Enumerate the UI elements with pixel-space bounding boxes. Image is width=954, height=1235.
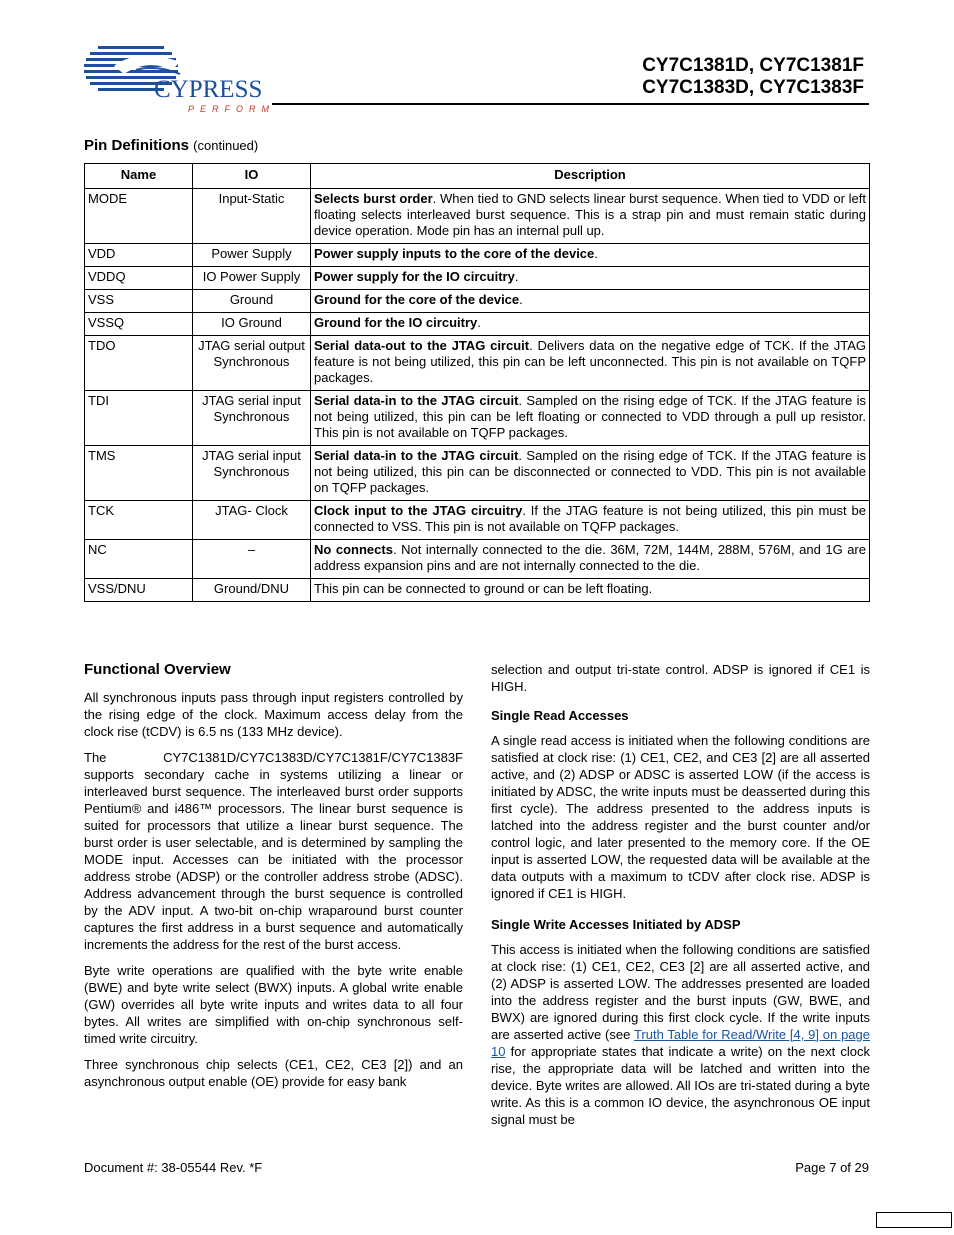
pin-description-bold: Ground for the core of the device [314, 292, 520, 307]
pin-description-text: . [519, 292, 523, 307]
pin-io-cell: Ground/DNU [193, 579, 311, 602]
cypress-logo [84, 40, 274, 120]
pin-name-cell: VDD [85, 244, 193, 267]
pin-description-bold: Ground for the IO circuitry [314, 315, 478, 330]
table-row [85, 540, 870, 579]
single-write-title: Single Write Accesses Initiated by ADSP [491, 917, 741, 932]
pin-description-bold: Power supply inputs to the core of the device [314, 246, 595, 261]
pin-io-cell: JTAG- Clock [193, 501, 311, 540]
pin-io-cell: Ground [193, 290, 311, 313]
table-row [85, 391, 870, 446]
pin-name-cell: VSS [85, 290, 193, 313]
truth-table-link[interactable]: Truth Table for Read/Write [4, 9] on page 10 [491, 1027, 871, 1059]
table-header-row [85, 164, 870, 189]
table-row [85, 267, 870, 290]
single-write-text-b: for appropriate states that indicate a write) on the next clock rise, the appropriate data will be latched and written into the device. Byte writes are allowed. All IOs are tri-stated during a byte write. As this is a common IO device, the asynchronous OE input signal must be [491, 1044, 870, 1127]
pin-description-cell [311, 290, 870, 313]
pin-io-cell: – [193, 540, 311, 579]
title-line-1: CY7C1381D, CY7C1381F [642, 55, 864, 76]
pin-description-bold: Power supply for the IO circuitry [314, 269, 515, 284]
pin-description-text: . [477, 315, 481, 330]
pin-description-text: . [594, 246, 598, 261]
pin-name-cell: TDO [85, 336, 193, 391]
pin-description-cell [311, 267, 870, 290]
pin-description-bold: Serial data-out to the JTAG circuit [314, 338, 530, 353]
pin-description-text: . Sampled on the rising edge of TCK. If the JTAG feature is not being utilized, this pin can be left floating or connected to VDD through a pull up resistor. This pin is not available on TQFP packages. [314, 393, 866, 440]
single-read-title: Single Read Accesses [491, 708, 629, 723]
header-io: IO [193, 164, 311, 189]
section-title [84, 137, 258, 154]
pin-description-text: . When tied to GND selects linear burst sequence. When tied to VDD or left floating selects interleaved burst sequence. This is a strap pin and must remain static during device operation. Mode pin has an internal pull up. [314, 191, 866, 238]
footer-page-number: Page 7 of 29 [795, 1160, 869, 1175]
pin-description-cell [311, 446, 870, 501]
header-description: Description [311, 164, 870, 189]
pin-description-text: . If the JTAG feature is not being utilized, this pin must be connected to VSS. This pin is not available on TQFP packages. [314, 503, 866, 534]
pin-io-cell: IO Ground [193, 313, 311, 336]
logo-text: CYPRESS [154, 76, 263, 103]
pin-description-cell [311, 579, 870, 602]
table-row [85, 313, 870, 336]
pin-name-cell: TMS [85, 446, 193, 501]
pin-description-cell [311, 336, 870, 391]
table-row [85, 446, 870, 501]
section-continued: (continued) [193, 138, 259, 153]
pin-name-cell: TDI [85, 391, 193, 446]
section-title-text: Pin Definitions [84, 137, 189, 154]
table-row [85, 336, 870, 391]
pin-description-cell [311, 540, 870, 579]
pin-description-cell [311, 189, 870, 244]
overview-paragraph-1: All synchronous inputs pass through input registers controlled by the rising edge of the clock. Maximum access delay from the clock rise (tCDV) is 6.5 ns (133 MHz device). [84, 690, 463, 739]
table-row [85, 579, 870, 602]
pin-io-cell: Input-Static [193, 189, 311, 244]
pin-description-bold: No connects [314, 542, 393, 557]
document-title [642, 55, 864, 99]
footer-doc-number: Document #: 38-05544 Rev. *F [84, 1160, 263, 1175]
pin-description-bold: Selects burst order [314, 191, 433, 206]
pin-description-cell [311, 501, 870, 540]
overview-paragraph-4: Three synchronous chip selects (CE1, CE2, CE3 [2]) and an asynchronous output enable (OE) provide for easy bank [84, 1057, 463, 1089]
pin-io-cell: JTAG serial input Synchronous [193, 446, 311, 501]
pin-description-bold: Clock input to the JTAG circuitry [314, 503, 523, 518]
left-column [84, 661, 463, 1099]
pin-definitions-table [84, 163, 870, 602]
pin-name-cell: MODE [85, 189, 193, 244]
pin-description-text: . Delivers data on the negative edge of TCK. If the JTAG feature is not being utilized, this pin can be left unconnected. This pin is not available on TQFP packages. [314, 338, 866, 385]
pin-description-text: . Sampled on the rising edge of TCK. If the JTAG feature is not being utilized, this pin can be disconnected or connected to VDD. This pin is not available on TQFP packages. [314, 448, 866, 495]
overview-title: Functional Overview [84, 661, 231, 678]
header-rule [272, 103, 869, 105]
logo-tagline: PERFORM [188, 104, 275, 114]
pin-name-cell: VSS/DNU [85, 579, 193, 602]
title-line-2: CY7C1383D, CY7C1383F [642, 77, 864, 98]
pin-description-bold: Serial data-in to the JTAG circuit [314, 448, 519, 463]
feedback-box[interactable] [876, 1212, 952, 1228]
pin-io-cell: IO Power Supply [193, 267, 311, 290]
overview-paragraph-2: The CY7C1381D/CY7C1383D/CY7C1381F/CY7C1383F supports secondary cache in systems utilizing a linear or interleaved burst sequence. The interleaved burst order supports Pentium® and i486™ processors. The linear burst sequence is suited for processors that utilize a linear burst sequence. The burst order is user selectable, and is determined by sampling the MODE input. Accesses can be initiated with the processor address strobe (ADSP) or the controller address strobe (ADSC). Address advancement through the burst sequence is controlled by the ADV input. A two-bit on-chip wraparound burst counter captures the first address in a burst sequence and automatically increments the address for the rest of the burst access. [84, 750, 463, 952]
header-name: Name [85, 164, 193, 189]
single-write-text-a: This access is initiated when the following conditions are satisfied at clock rise: (1) CE1, CE2, CE3 [2] are all asserted active, and (2) ADSP is asserted LOW. The addresses presented are loaded into the address register and the burst inputs (GW, BWE, and BWX) are ignored during this first clock cycle. If the write inputs are asserted active (see [491, 942, 870, 1042]
pin-io-cell: Power Supply [193, 244, 311, 267]
pin-description-cell [311, 391, 870, 446]
table-row [85, 244, 870, 267]
pin-description-text: . Not internally connected to the die. 36M, 72M, 144M, 288M, 576M, and 1G are address expansion pins and are not internally connected to the die. [314, 542, 866, 573]
pin-description-text: This pin can be connected to ground or can be left floating. [314, 581, 653, 596]
single-write-body [491, 941, 870, 1128]
pin-description-cell [311, 244, 870, 267]
table-row [85, 501, 870, 540]
pin-name-cell: TCK [85, 501, 193, 540]
overview-paragraph-5: selection and output tri-state control. ADSP is ignored if CE1 is HIGH. [491, 662, 870, 694]
pin-description-text: . [514, 269, 519, 284]
pin-description-cell [311, 313, 870, 336]
pin-name-cell: VSSQ [85, 313, 193, 336]
pin-name-cell: VDDQ [85, 267, 193, 290]
table-row [85, 290, 870, 313]
table-row [85, 189, 870, 244]
overview-paragraph-3: Byte write operations are qualified with the byte write enable (BWE) and byte write select (BWX) inputs. A global write enable (GW) overrides all byte write inputs and writes data to all four bytes. All writes are simplified with on-chip synchronous self-timed write circuitry. [84, 963, 463, 1046]
pin-io-cell: JTAG serial output Synchronous [193, 336, 311, 391]
right-column [491, 661, 870, 1137]
pin-io-cell: JTAG serial input Synchronous [193, 391, 311, 446]
single-read-body: A single read access is initiated when the following conditions are satisfied at clock rise: (1) CE1, CE2, and CE3 [2] are all asserted active, and (2) ADSP or ADSC is asserted LOW (if the access is initiated by ADSC, the write inputs must be deasserted during this first cycle). The address presented to the address inputs is latched into the address register and the burst counter and/or control logic, and later presented to the memory core. If the OE input is asserted LOW, the requested data will be available at the data outputs with a maximum to tCDV after clock rise. ADSP is ignored if CE1 is HIGH. [491, 733, 870, 901]
pin-description-bold: Serial data-in to the JTAG circuit [314, 393, 519, 408]
pin-name-cell: NC [85, 540, 193, 579]
